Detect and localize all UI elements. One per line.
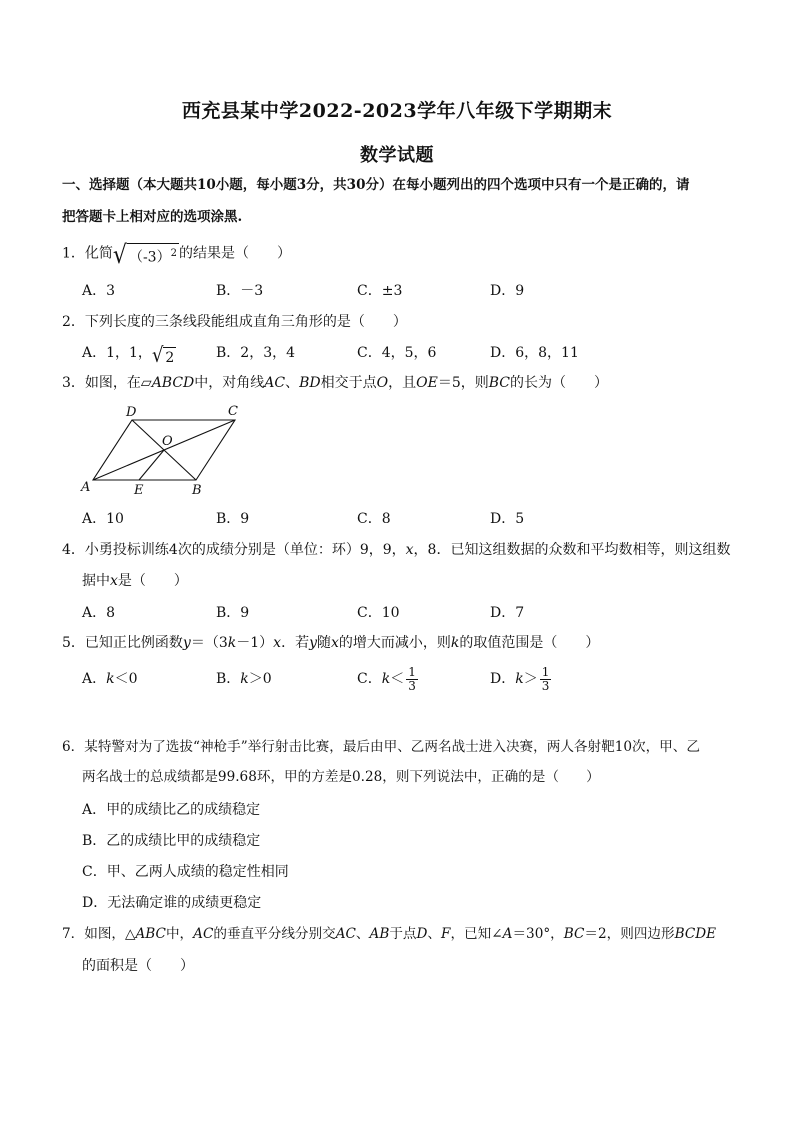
q5-option-a[interactable] (82, 669, 138, 689)
q5-var: k (381, 671, 391, 687)
q7-text: 、 (427, 926, 442, 942)
q5-option-text: ＞ (523, 671, 538, 687)
q7-text: ＝2，则四边形 (584, 926, 675, 942)
label-b: B (192, 483, 202, 498)
q5-text: 的取值范围是（ ） (459, 635, 600, 651)
q5-text: 的增大而减小，则 (338, 635, 451, 651)
exam-subtitle: 数学试题 (360, 145, 434, 166)
q5-text: ＝（3 (190, 635, 228, 651)
q2-option-a-prefix: A．1，1， (82, 345, 152, 361)
sqrt-symbol: √ 2 (151, 343, 175, 368)
label-d: D (126, 405, 137, 420)
question-5-stem (62, 633, 599, 653)
q4-option-d[interactable]: D．7 (490, 605, 525, 621)
q3-option-b[interactable]: B．9 (216, 511, 250, 527)
q5-text: 随 (317, 635, 331, 651)
label-c: C (228, 404, 238, 419)
q3-text: ，且 (388, 375, 417, 391)
q3-var: O (376, 375, 389, 391)
question-2-stem: 2．下列长度的三条线段能组成直角三角形的是（ ） (62, 314, 407, 330)
q5-var: k (515, 671, 524, 687)
q5-var: x (273, 635, 282, 651)
q7-var: BCDE (674, 926, 717, 942)
sqrt-symbol: √ $(-3)^2$ (112, 240, 177, 270)
q3-text: 相交于点 (320, 375, 377, 391)
segment-oe (139, 450, 164, 480)
question-1-stem (62, 240, 291, 270)
q3-var: AC (264, 375, 286, 391)
q3-var: ABCD (151, 375, 195, 391)
q5-option-b[interactable] (216, 669, 272, 689)
q5-option-c[interactable] (357, 664, 418, 694)
q4-option-b[interactable]: B．9 (216, 605, 250, 621)
q1-radicand: （-3） (128, 249, 171, 266)
q2-option-d[interactable]: D．6，8，11 (490, 345, 579, 361)
q1-option-b[interactable]: B．－3 (216, 283, 264, 299)
q5-var: k (227, 635, 237, 651)
q6-option-d[interactable]: D．无法确定谁的成绩更稳定 (82, 895, 262, 911)
q5-option-label: B． (216, 671, 241, 687)
q6-option-b[interactable]: B．乙的成绩比甲的成绩稳定 (82, 833, 261, 849)
q3-text: ＝5，则 (437, 375, 489, 391)
q5-option-text: ＜0 (114, 671, 138, 687)
fraction-one-third (406, 666, 418, 693)
q5-option-d[interactable] (490, 664, 551, 694)
q7-var: AC (335, 926, 356, 942)
q1-option-d[interactable]: D．9 (490, 283, 525, 299)
q7-text: 、 (355, 926, 370, 942)
q5-var: y (182, 635, 191, 651)
question-7-line2: 的面积是（ ） (82, 958, 194, 974)
q7-text: 的垂直平分线分别交 (213, 926, 336, 942)
q7-var: AB (369, 926, 390, 942)
section-intro-line1: 一、选择题（本大题共10小题，每小题3分，共30分）在每小题列出的四个选项中只有一个是正确的，请 (62, 177, 690, 193)
q7-var: D (416, 926, 428, 942)
q2-option-c[interactable]: C．4，5，6 (357, 345, 437, 361)
q1-exponent: 2 (170, 248, 177, 259)
q1-option-a[interactable]: A．3 (82, 283, 116, 299)
fraction-denominator: 3 (408, 678, 416, 693)
q2-option-a[interactable] (82, 343, 176, 367)
q6-option-a[interactable]: A．甲的成绩比乙的成绩稳定 (82, 802, 261, 818)
q2-option-b[interactable]: B．2，3，4 (216, 345, 296, 361)
question-3-stem (62, 373, 608, 393)
fraction-numerator: 1 (408, 664, 416, 679)
label-e: E (134, 483, 144, 498)
q5-text: ．若 (281, 635, 310, 651)
q3-var: BD (299, 375, 321, 391)
q7-var: ABC (135, 926, 166, 942)
q4-var: x (405, 542, 414, 558)
fraction-denominator: 3 (541, 678, 550, 693)
q3-option-a[interactable]: A．10 (82, 511, 124, 527)
q5-var: y (309, 635, 317, 651)
question-4-line2 (82, 571, 188, 591)
q5-text: 5．已知正比例函数 (62, 635, 183, 651)
q7-text: 于点 (389, 926, 417, 942)
q3-var: BC (488, 375, 511, 391)
parallelogram-figure (78, 400, 258, 500)
q3-text: 3．如图，在▱ (62, 375, 152, 391)
q4-text: 4．小勇投标训练4次的成绩分别是（单位：环）9，9， (62, 542, 406, 558)
q7-var: BC (563, 926, 585, 942)
q7-var: F (441, 926, 451, 942)
q5-var: k (106, 671, 115, 687)
q5-var: k (450, 635, 460, 651)
q5-option-text: ＜ (390, 671, 405, 687)
q4-text: 据中 (82, 573, 110, 589)
question-7-line1 (62, 924, 716, 944)
q3-text: 的长为（ ） (510, 375, 609, 391)
q5-option-label: A． (82, 671, 107, 687)
q3-option-c[interactable]: C．8 (357, 511, 391, 527)
fraction-numerator: 1 (541, 664, 550, 679)
question-6-line1: 6．某特警对为了选拔“神枪手”举行射击比赛，最后由甲、乙两名战士进入决赛，两人各射靶10次，甲、乙 (62, 739, 700, 755)
q7-text: 中， (165, 926, 194, 942)
q4-option-a[interactable]: A．8 (82, 605, 116, 621)
q5-var: x (331, 635, 339, 651)
q5-text: －1） (236, 635, 274, 651)
q7-var: AC (193, 926, 214, 942)
q4-text: 是（ ） (117, 573, 188, 589)
q4-var: x (110, 573, 118, 589)
q5-option-label: D． (490, 671, 516, 687)
label-a: A (81, 480, 91, 495)
question-6-line2: 两名战士的总成绩都是99.68环，甲的方差是0.28，则下列说法中，正确的是（ ） (82, 769, 600, 785)
q3-text: 、 (285, 375, 300, 391)
q5-option-text: ＞0 (248, 671, 272, 687)
fraction-one-third (540, 666, 552, 693)
q3-var: OE (416, 375, 438, 391)
q6-option-c[interactable]: C．甲、乙两人成绩的稳定性相同 (82, 864, 289, 880)
q1-option-c[interactable]: C．±3 (357, 283, 403, 299)
section-intro-line2: 把答题卡上相对应的选项涂黑. (62, 209, 243, 225)
q7-text: ＝30°， (512, 926, 564, 942)
exam-title: 西充县某中学2022-2023学年八年级下学期期末 (181, 100, 613, 122)
q3-text: 中，对角线 (194, 375, 265, 391)
q5-var: k (240, 671, 249, 687)
q4-option-c[interactable]: C．10 (357, 605, 400, 621)
q3-option-d[interactable]: D．5 (490, 511, 525, 527)
question-4-line1 (62, 540, 730, 560)
q5-option-label: C． (357, 671, 382, 687)
q4-text: ，8．已知这组数据的众数和平均数相等，则这组数 (413, 542, 731, 558)
q7-var: A (502, 926, 513, 942)
q1-suffix: 的结果是（ ） (178, 245, 291, 262)
q2-option-a-radicand: 2 (163, 347, 176, 367)
label-o: O (162, 434, 173, 449)
q7-text: ，已知∠ (450, 926, 503, 942)
q7-text: 7．如图，△ (62, 926, 136, 942)
q1-prefix: 1．化简 (62, 245, 113, 262)
